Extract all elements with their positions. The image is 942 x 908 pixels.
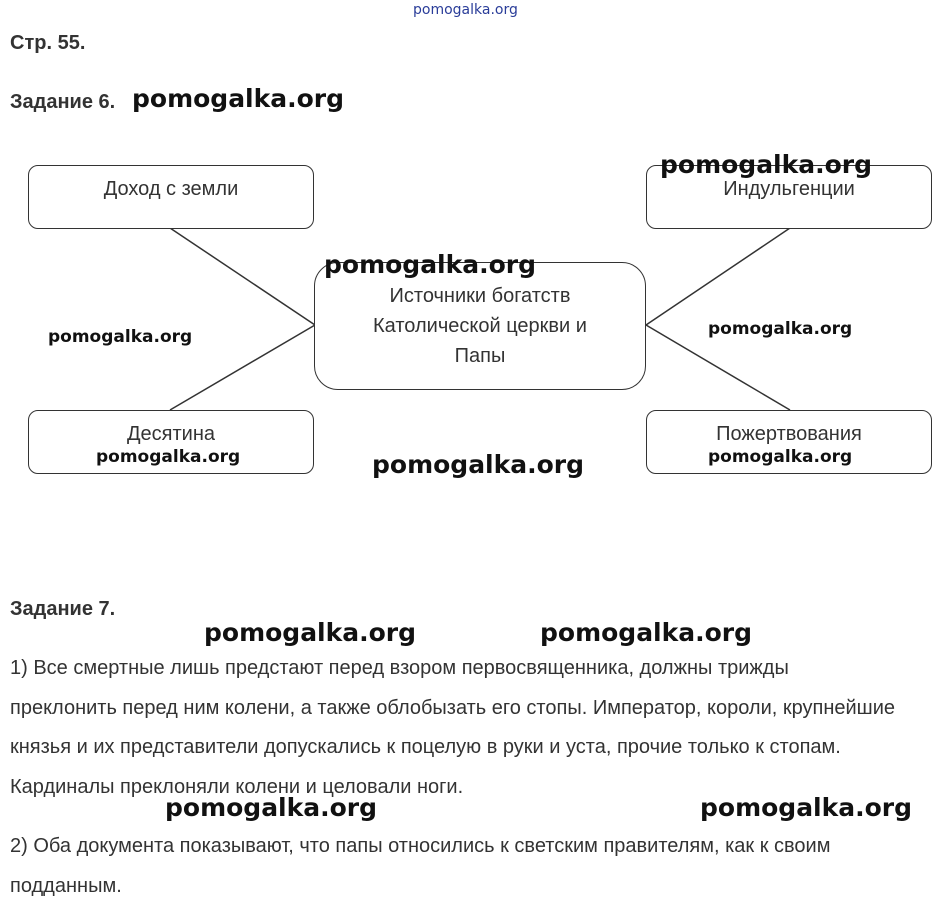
watermark-center-box: pomogalka.org [324, 250, 537, 279]
task7-paragraph-2: 2) Оба документа показывают, что папы относились к светским правителям, как к своим подданным. [10, 835, 831, 897]
connector-top-right [646, 228, 790, 325]
task7-title: Задание 7. [10, 598, 116, 620]
task7-paragraph-1: 1) Все смертные лишь предстают перед взором первосвященника, должны трижды преклонить перед ним колени, а также облобызать его стопы. Император, короли, крупнейшие князья и их представители допускались к поцелую в руки и уста, прочие только к стопам. Кардиналы преклоняли колени и целовали ноги. [10, 657, 896, 798]
page-label: Стр. 55. [10, 32, 86, 54]
watermark-para1-right: pomogalka.org [700, 793, 913, 822]
box-bottom-left-label: Десятина [127, 423, 215, 445]
connector-top-left [170, 228, 315, 325]
watermark-para1-left: pomogalka.org [165, 793, 378, 822]
center-line-3: Папы [454, 345, 506, 367]
watermark-below-center: pomogalka.org [372, 450, 585, 479]
watermark-left-mid: pomogalka.org [48, 327, 193, 347]
box-top-right-label: Индульгенции [723, 178, 855, 200]
box-top-left-label: Доход с земли [103, 178, 239, 200]
box-bottom-right-label: Пожертвования [716, 423, 862, 445]
watermark-bottom-right-box: pomogalka.org [708, 447, 853, 467]
watermark-task7-right: pomogalka.org [540, 618, 753, 647]
box-top-left [28, 165, 314, 229]
watermark-top: pomogalka.org [413, 2, 518, 18]
task6-title: Задание 6. [10, 91, 116, 113]
box-center [314, 262, 646, 390]
watermark-task6: pomogalka.org [132, 84, 345, 113]
center-line-2: Католической церкви и [373, 315, 587, 337]
watermark-right-mid: pomogalka.org [708, 319, 853, 339]
watermark-task7-left: pomogalka.org [204, 618, 417, 647]
watermark-right-top-box: pomogalka.org [660, 150, 873, 179]
center-line-1: Источники богатств [389, 285, 571, 307]
watermark-bottom-left-box: pomogalka.org [96, 447, 241, 467]
